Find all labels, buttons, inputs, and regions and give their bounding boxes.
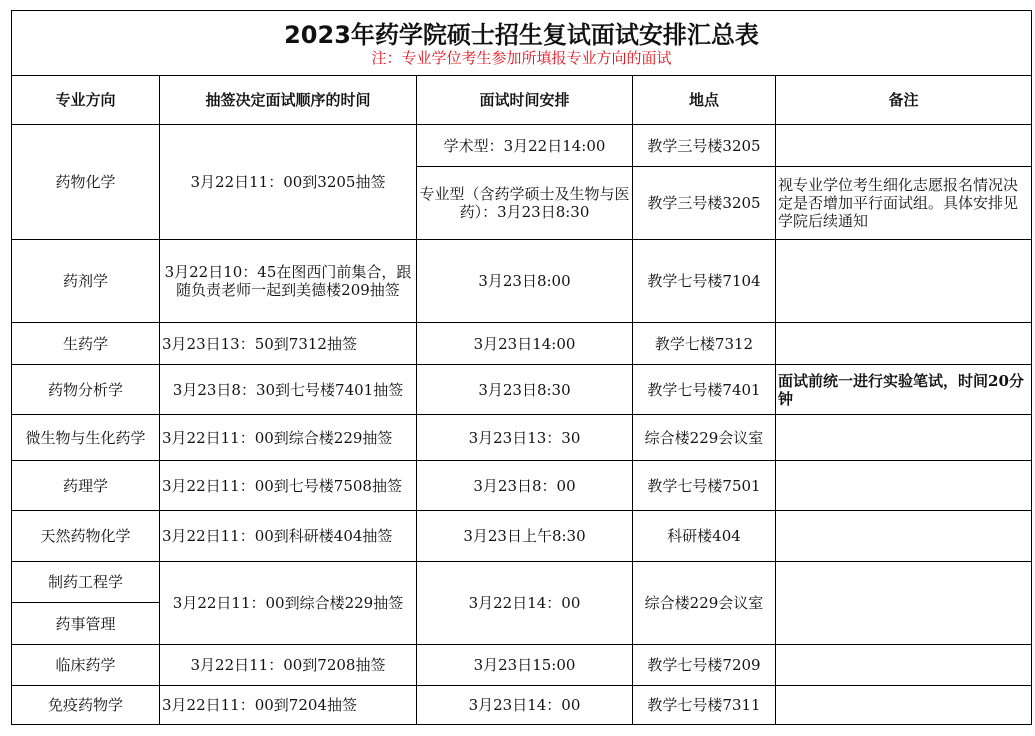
table-row [12, 511, 1032, 562]
title-cell [12, 11, 1032, 76]
cell-draw: 3月22日11：00到科研楼404抽签 [160, 511, 417, 562]
cell-major: 临床药学 [12, 645, 160, 686]
cell-major: 免疫药物学 [12, 686, 160, 725]
header-major: 专业方向 [12, 76, 160, 125]
page-title: 2023年药学院硕士招生复试面试安排汇总表 [284, 20, 759, 49]
header-row [12, 76, 1032, 125]
cell-place: 教学三号楼3205 [633, 125, 776, 167]
table-row [12, 645, 1032, 686]
page-note: 注：专业学位考生参加所填报专业方向的面试 [371, 48, 672, 67]
cell-place: 教学三号楼3205 [633, 167, 776, 240]
cell-draw: 3月22日11：00到3205抽签 [160, 125, 417, 240]
cell-draw: 3月22日11：00到综合楼229抽签 [160, 562, 417, 645]
cell-draw: 3月22日11：00到七号楼7508抽签 [160, 461, 417, 511]
cell-time: 3月23日8:30 [417, 365, 633, 415]
cell-time: 3月22日14：00 [417, 562, 633, 645]
cell-place: 教学七号楼7104 [633, 240, 776, 323]
header-remark: 备注 [776, 76, 1032, 125]
cell-draw: 3月22日10：45在图西门前集合，跟随负责老师一起到美德楼209抽签 [160, 240, 417, 323]
table-row [12, 365, 1032, 415]
cell-time: 3月23日13：30 [417, 415, 633, 461]
table-row [12, 562, 1032, 603]
cell-time: 3月23日14:00 [417, 323, 633, 365]
cell-draw: 3月22日11：00到综合楼229抽签 [160, 415, 417, 461]
cell-major: 微生物与生化药学 [12, 415, 160, 461]
cell-place: 综合楼229会议室 [633, 562, 776, 645]
cell-remark-empty [776, 511, 1032, 562]
cell-time: 3月23日8:00 [417, 240, 633, 323]
cell-draw: 3月22日11：00到7204抽签 [160, 686, 417, 725]
cell-draw: 3月22日11：00到7208抽签 [160, 645, 417, 686]
table-row [12, 461, 1032, 511]
cell-remark-empty [776, 686, 1032, 725]
cell-remark: 视专业学位考生细化志愿报名情况决定是否增加平行面试组。具体安排见学院后续通知 [776, 167, 1032, 240]
table-row [12, 240, 1032, 323]
cell-time: 3月23日15:00 [417, 645, 633, 686]
cell-remark-empty [776, 323, 1032, 365]
cell-place: 教学七号楼7401 [633, 365, 776, 415]
cell-time: 3月23日上午8:30 [417, 511, 633, 562]
cell-time: 3月23日8：00 [417, 461, 633, 511]
cell-major: 药剂学 [12, 240, 160, 323]
header-draw-time: 抽签决定面试顺序的时间 [160, 76, 417, 125]
cell-major: 药理学 [12, 461, 160, 511]
cell-remark-empty [776, 461, 1032, 511]
cell-draw: 3月23日13：50到7312抽签 [160, 323, 417, 365]
cell-major: 生药学 [12, 323, 160, 365]
cell-time: 学术型：3月22日14:00 [417, 125, 633, 167]
cell-time: 3月23日14：00 [417, 686, 633, 725]
cell-place: 科研楼404 [633, 511, 776, 562]
schedule-table [11, 10, 1032, 725]
table-row [12, 323, 1032, 365]
cell-major: 药事管理 [12, 603, 160, 645]
cell-major: 药物化学 [12, 125, 160, 240]
cell-major: 制药工程学 [12, 562, 160, 603]
cell-place: 教学七楼7312 [633, 323, 776, 365]
schedule-sheet [11, 10, 1031, 725]
cell-remark-empty [776, 645, 1032, 686]
cell-remark-empty [776, 562, 1032, 645]
cell-draw: 3月23日8：30到七号楼7401抽签 [160, 365, 417, 415]
cell-remark: 面试前统一进行实验笔试，时间20分钟 [776, 365, 1032, 415]
header-interview-time: 面试时间安排 [417, 76, 633, 125]
cell-place: 教学七号楼7209 [633, 645, 776, 686]
cell-time: 专业型（含药学硕士及生物与医药）：3月23日8:30 [417, 167, 633, 240]
cell-remark-empty [776, 125, 1032, 167]
cell-remark-empty [776, 240, 1032, 323]
cell-remark-empty [776, 415, 1032, 461]
cell-major: 天然药物化学 [12, 511, 160, 562]
cell-major: 药物分析学 [12, 365, 160, 415]
cell-place: 教学七号楼7311 [633, 686, 776, 725]
header-location: 地点 [633, 76, 776, 125]
cell-place: 教学七号楼7501 [633, 461, 776, 511]
table-row [12, 125, 1032, 167]
cell-place: 综合楼229会议室 [633, 415, 776, 461]
table-row [12, 686, 1032, 725]
table-row [12, 415, 1032, 461]
